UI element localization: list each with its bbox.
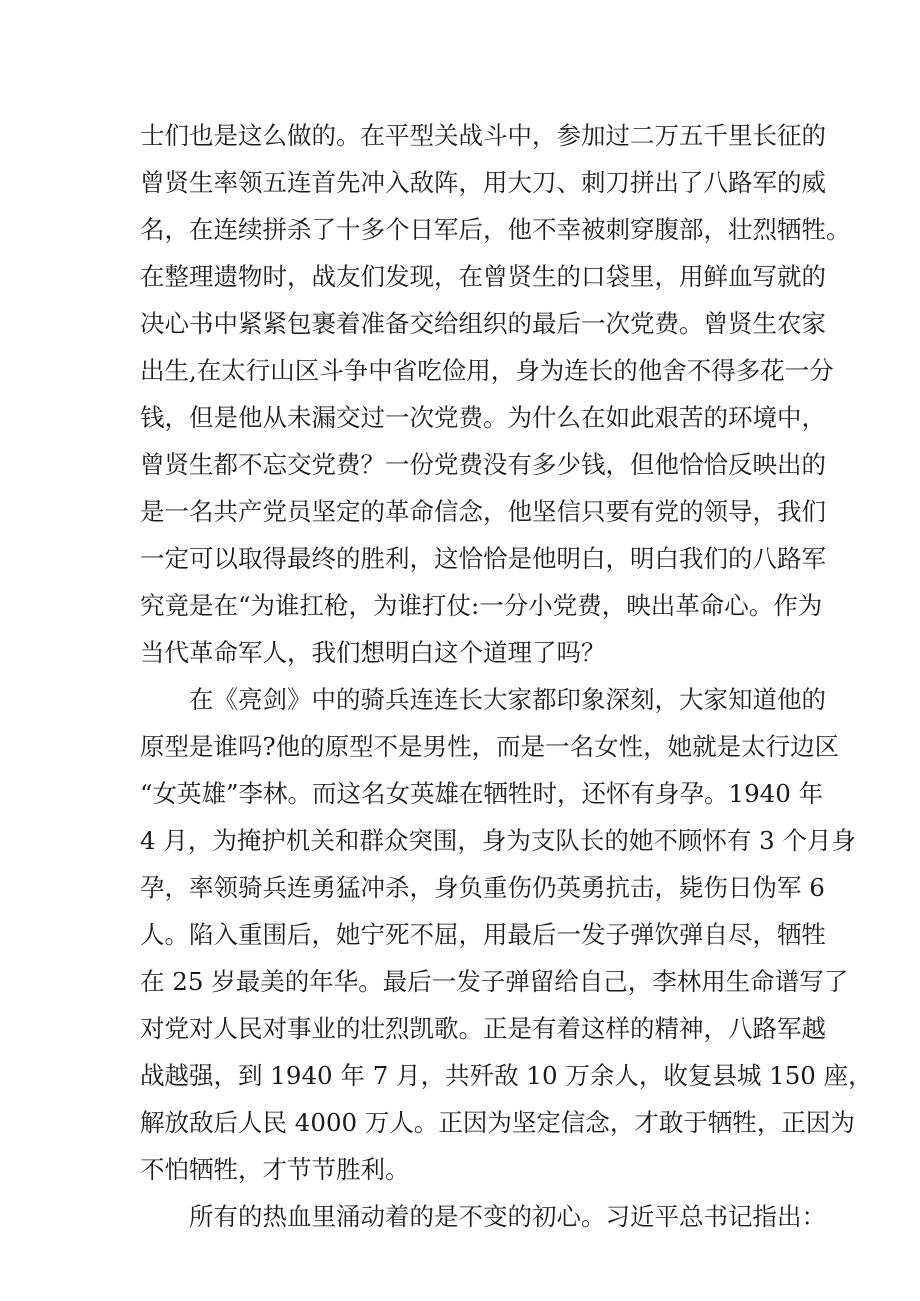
body-text-line: 解放敌后人民 4000 万人。正因为坚定信念，才敢于牺牲，正因为 <box>140 1108 855 1137</box>
body-text-line: 名，在连续拼杀了十多个日军后，他不幸被刺穿腹部，壮烈牺牲。 <box>140 215 851 244</box>
body-text-line: 在整理遗物时，战友们发现，在曾贤生的口袋里，用鲜血写就的 <box>140 262 826 291</box>
body-text-line: 不怕牺牲，才节节胜利。 <box>140 1155 410 1184</box>
body-text-line: 士们也是这么做的。在平型关战斗中，参加过二万五千里长征的 <box>140 121 826 150</box>
body-text-line: 曾贤生都不忘交党费？一份党费没有多少钱，但他恰恰反映出的 <box>140 450 826 479</box>
body-text-line: “女英雄”李林。而这名女英雄在牺牲时，还怀有身孕。1940 年 <box>140 779 824 808</box>
body-text-line: 当代革命军人，我们想明白这个道理了吗？ <box>140 638 606 667</box>
body-text-line: 原型是谁吗?他的原型不是男性，而是一名女性，她就是太行边区 <box>140 732 840 761</box>
body-text-line: 一定可以取得最终的胜利，这恰恰是他明白，明白我们的八路军 <box>140 544 826 573</box>
body-text-line: 在 25 岁最美的年华。最后一发子弹留给自己，李林用生命谱写了 <box>140 967 849 996</box>
body-text-line: 出生,在太行山区斗争中省吃俭用，身为连长的他舍不得多花一分 <box>140 356 834 385</box>
body-text-line: 钱，但是他从未漏交过一次党费。为什么在如此艰苦的环境中， <box>140 403 826 432</box>
body-text-line: 是一名共产党员坚定的革命信念，他坚信只要有党的领导，我们 <box>140 497 826 526</box>
body-text-line: 决心书中紧紧包裹着准备交给组织的最后一次党费。曾贤生农家 <box>140 309 826 338</box>
paragraph-first-line: 在《亮剑》中的骑兵连连长大家都印象深刻，大家知道他的 <box>189 685 826 714</box>
body-text-line: 究竟是在“为谁扛枪，为谁打仗:一分小党费，映出革命心。作为 <box>140 591 823 620</box>
body-text-line: 人。陷入重围后，她宁死不屈，用最后一发子弹饮弹自尽，牺牲 <box>140 920 826 949</box>
body-text-line: 战越强，到 1940 年 7 月，共歼敌 10 万余人，收复县城 150 座， <box>140 1061 873 1090</box>
body-text-line: 孕，率领骑兵连勇猛冲杀，身负重伤仍英勇抗击，毙伤日伪军 6 <box>140 873 825 902</box>
paragraph-first-line: 所有的热血里涌动着的是不变的初心。习近平总书记指出： <box>189 1202 826 1231</box>
body-text-line: 曾贤生率领五连首先冲入敌阵，用大刀、刺刀拼出了八路军的威 <box>140 168 826 197</box>
body-text-line: 对党对人民对事业的壮烈凯歌。正是有着这样的精神，八路军越 <box>140 1014 826 1043</box>
body-text-line: 4 月，为掩护机关和群众突围，身为支队长的她不顾怀有 3 个月身 <box>140 826 857 855</box>
